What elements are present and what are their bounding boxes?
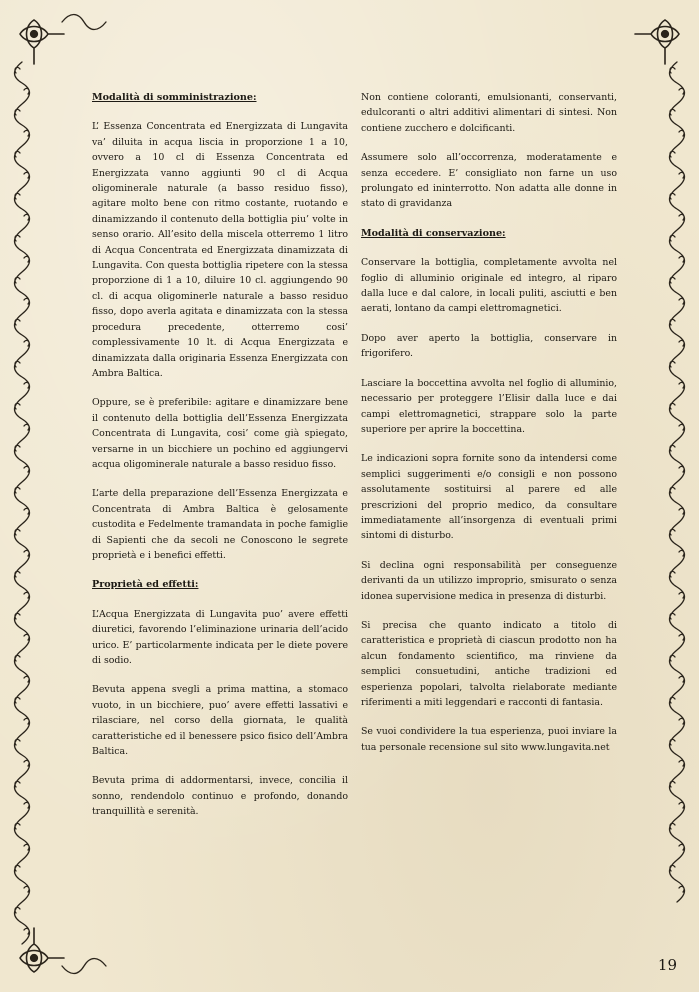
right-border-scroll <box>670 62 685 902</box>
right-paragraph-3: Conservare la bottiglia, completamente avvolta nel foglio di alluminio originale ed integro, al riparo dalla luce e dal calore, in locali puliti, asciutti e ben aerati, lontano da campi elettromagnetici. <box>361 257 617 315</box>
right-paragraph-1: Assumere solo all’occorrenza, moderatamente e senza eccedere. E’ consigliato non farne un uso prolungato ed ininterrotto. Non adatta alle donne in stato di gravidanza <box>361 152 617 210</box>
right-paragraph-5: Lasciare la boccettina avvolta nel foglio di alluminio, necessario per proteggere l’Elisir dalla luce e dai campi elettromagnetici, strappare solo la parte superiore per aprire la boccettina. <box>361 377 617 435</box>
corner-bottom-left-icon-dot <box>31 955 38 962</box>
left-paragraph-1: L’ Essenza Concentrata ed Energizzata di Lungavita va’ diluita in acqua liscia in proporzione 1 a 10, ovvero a 10 cl di Essenza Concentrata ed Energizzata vanno aggiunti 90 cl di Acqua oligominerale naturale (a basso residuo fisso), agitare molto bene con ritmo costante, ruotando e dinamizzando il contenuto della bottiglia piu’ volte in senso orario. All’esito della miscela otterremo 1 litro di Acqua Concentrata ed Energizzata dinamizzata di Lungavita. Con questa bottiglia ripetere con la stessa proporzione di 1 a 10, diluire 10 cl. aggiungendo 90 cl. di acqua oligominerle naturale a basso residuo fisso, dopo averla agitata e dinamizzata con la stessa procedura precedente, otterremo cosi’ complessivamente 10 lt. di Acqua Energizzata e dinamizzata dalla originaria Essenza Energizzata con Ambra Baltica. <box>92 121 348 379</box>
right-paragraph-4: Dopo aver aperto la bottiglia, conservare in frigorifero. <box>361 332 617 360</box>
right-paragraph-0: Non contiene coloranti, emulsionanti, conservanti, edulcoranti o altri additivi alimentari di sintesi. Non contiene zucchero e dolcificanti. <box>361 92 617 134</box>
corner-bottom-left-icon <box>20 928 64 972</box>
right-heading-2: Modalità di conservazione: <box>361 227 506 239</box>
corner-top-left-icon <box>20 20 64 64</box>
left-paragraph-2: Oppure, se è preferibile: agitare e dinamizzare bene il contenuto della bottiglia dell’Essenza Energizzata Concentrata di Lungavita, cosi’ come già spiegato, versarne in un bicchiere un pochino ed aggiungervi acqua oligominerale naturale a basso residuo fisso. <box>92 397 348 470</box>
left-column <box>92 90 348 834</box>
right-column <box>361 90 617 769</box>
left-border-scroll <box>15 62 30 944</box>
right-paragraph-7: Si declina ogni responsabilità per conseguenze derivanti da un utilizzo improprio, smisurato o senza idonea supervisione medica in presenza di disturbi. <box>361 559 617 602</box>
right-paragraph-8: Si precisa che quanto indicato a titolo di caratteristica e proprietà di ciascun prodotto non ha alcun fondamento scientifico, ma rinviene da semplici consuetudini, antiche tradizioni ed esperienza popolari, talvolta rielaborate mediante riferimenti a miti leggendari e racconti di fantasia. <box>361 619 617 708</box>
page-number: 19 <box>657 956 677 974</box>
right-paragraph-9: Se vuoi condividere la tua esperienza, puoi inviare la tua personale recensione sul sito www.lungavita.net <box>361 726 617 753</box>
left-heading-0: Modalità di somministrazione: <box>92 92 257 103</box>
top-border-scroll <box>62 15 106 30</box>
corner-top-left-icon-dot <box>31 31 38 38</box>
right-paragraph-6: Le indicazioni sopra fornite sono da intendersi come semplici suggerimenti e/o consigli e non possono assolutamente sostituirsi al parere ed alle prescrizioni del proprio medico, da consultare immediatamente all’insorgenza di eventuali primi sintomi di disturbo. <box>361 453 617 542</box>
corner-top-right-icon-dot <box>662 31 669 38</box>
left-paragraph-7: Bevuta prima di addormentarsi, invece, concilia il sonno, rendendolo continuo e profondo, donando tranquillità e serenità. <box>92 775 348 818</box>
left-paragraph-3: L’arte della preparazione dell’Essenza Energizzata e Concentrata di Ambra Baltica è gelosamente custodita e Fedelmente tramandata in poche famiglie di Sapienti che da secoli ne Conoscono le segrete proprietà e i benefici effetti. <box>92 488 348 561</box>
left-paragraph-6: Bevuta appena svegli a prima mattina, a stomaco vuoto, in un bicchiere, puo’ avere effetti lassativi e rilasciare, nel corso della giornata, le qualità caratteristiche ed il benessere psico fisico dell’Ambra Baltica. <box>92 684 348 758</box>
left-paragraph-5: L’Acqua Energizzata di Lungavita puo’ avere effetti diuretici, favorendo l’eliminazione urinaria dell’acido urico. E’ particolarmente indicata per le diete povere di sodio. <box>92 608 348 666</box>
left-heading-4: Proprietà ed effetti: <box>92 579 199 591</box>
bottom-border-scroll <box>62 959 106 974</box>
corner-top-right-icon <box>635 20 679 64</box>
